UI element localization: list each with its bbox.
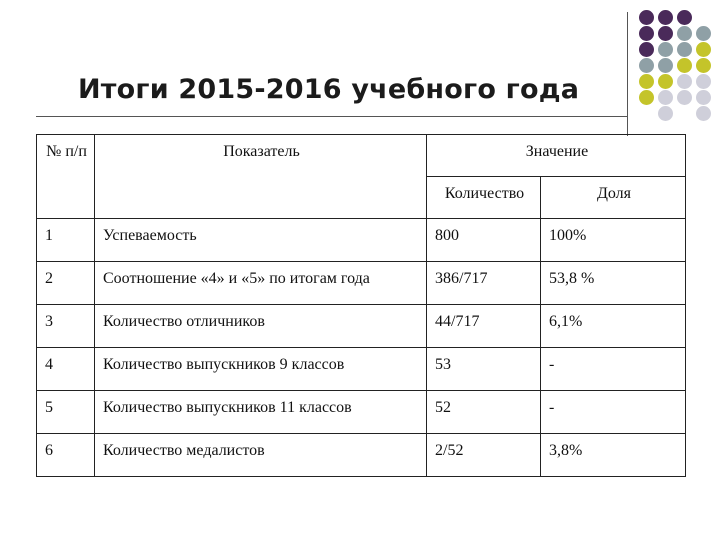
table-row bbox=[37, 348, 686, 391]
cell-num: 1 bbox=[37, 219, 95, 262]
decor-dot bbox=[696, 26, 711, 41]
decor-dot bbox=[639, 26, 654, 41]
decor-dot bbox=[696, 106, 711, 121]
decor-dot bbox=[639, 42, 654, 57]
cell-indicator: Количество выпускников 11 классов bbox=[95, 391, 427, 434]
decor-dot bbox=[677, 58, 692, 73]
decor-dot-grid bbox=[639, 10, 719, 120]
cell-quantity: 52 bbox=[427, 391, 541, 434]
decor-dot bbox=[639, 10, 654, 25]
header-row bbox=[37, 135, 686, 177]
decor-dot bbox=[658, 58, 673, 73]
cell-num: 5 bbox=[37, 391, 95, 434]
cell-share: 100% bbox=[541, 219, 686, 262]
cell-indicator: Количество медалистов bbox=[95, 434, 427, 477]
title-divider bbox=[627, 12, 628, 136]
cell-quantity: 800 bbox=[427, 219, 541, 262]
cell-share: 53,8 % bbox=[541, 262, 686, 305]
decor-dot bbox=[696, 58, 711, 73]
header-quantity: Количество bbox=[427, 177, 541, 219]
cell-share: 6,1% bbox=[541, 305, 686, 348]
cell-num: 2 bbox=[37, 262, 95, 305]
decor-dot bbox=[639, 58, 654, 73]
header-indicator: Показатель bbox=[95, 135, 427, 219]
header-share: Доля bbox=[541, 177, 686, 219]
decor-dot bbox=[658, 42, 673, 57]
cell-num: 6 bbox=[37, 434, 95, 477]
table-row bbox=[37, 262, 686, 305]
cell-share: - bbox=[541, 391, 686, 434]
decor-dot bbox=[677, 90, 692, 105]
decor-dot bbox=[658, 10, 673, 25]
cell-indicator: Количество выпускников 9 классов bbox=[95, 348, 427, 391]
results-table bbox=[36, 134, 686, 477]
cell-indicator: Успеваемость bbox=[95, 219, 427, 262]
page-title: Итоги 2015-2016 учебного года bbox=[78, 74, 580, 105]
decor-dot bbox=[658, 74, 673, 89]
decor-dot bbox=[677, 42, 692, 57]
table-body bbox=[37, 219, 686, 477]
decor-dot bbox=[639, 90, 654, 105]
decor-dot bbox=[696, 42, 711, 57]
table-row bbox=[37, 434, 686, 477]
decor-dot bbox=[677, 10, 692, 25]
decor-dot bbox=[639, 74, 654, 89]
cell-share: 3,8% bbox=[541, 434, 686, 477]
header-value: Значение bbox=[427, 135, 686, 177]
table-row bbox=[37, 305, 686, 348]
decor-dot bbox=[696, 74, 711, 89]
cell-num: 3 bbox=[37, 305, 95, 348]
decor-dot bbox=[677, 74, 692, 89]
cell-indicator: Количество отличников bbox=[95, 305, 427, 348]
cell-quantity: 53 bbox=[427, 348, 541, 391]
cell-quantity: 44/717 bbox=[427, 305, 541, 348]
decor-dot bbox=[677, 26, 692, 41]
cell-share: - bbox=[541, 348, 686, 391]
table-row bbox=[37, 219, 686, 262]
cell-num: 4 bbox=[37, 348, 95, 391]
header-num: № п/п bbox=[37, 135, 95, 219]
cell-quantity: 2/52 bbox=[427, 434, 541, 477]
table-row bbox=[37, 391, 686, 434]
decor-dot bbox=[658, 26, 673, 41]
decor-dot bbox=[696, 90, 711, 105]
cell-indicator: Соотношение «4» и «5» по итогам года bbox=[95, 262, 427, 305]
decor-dot bbox=[658, 90, 673, 105]
cell-quantity: 386/717 bbox=[427, 262, 541, 305]
decor-dot bbox=[658, 106, 673, 121]
title-underline bbox=[36, 116, 628, 117]
